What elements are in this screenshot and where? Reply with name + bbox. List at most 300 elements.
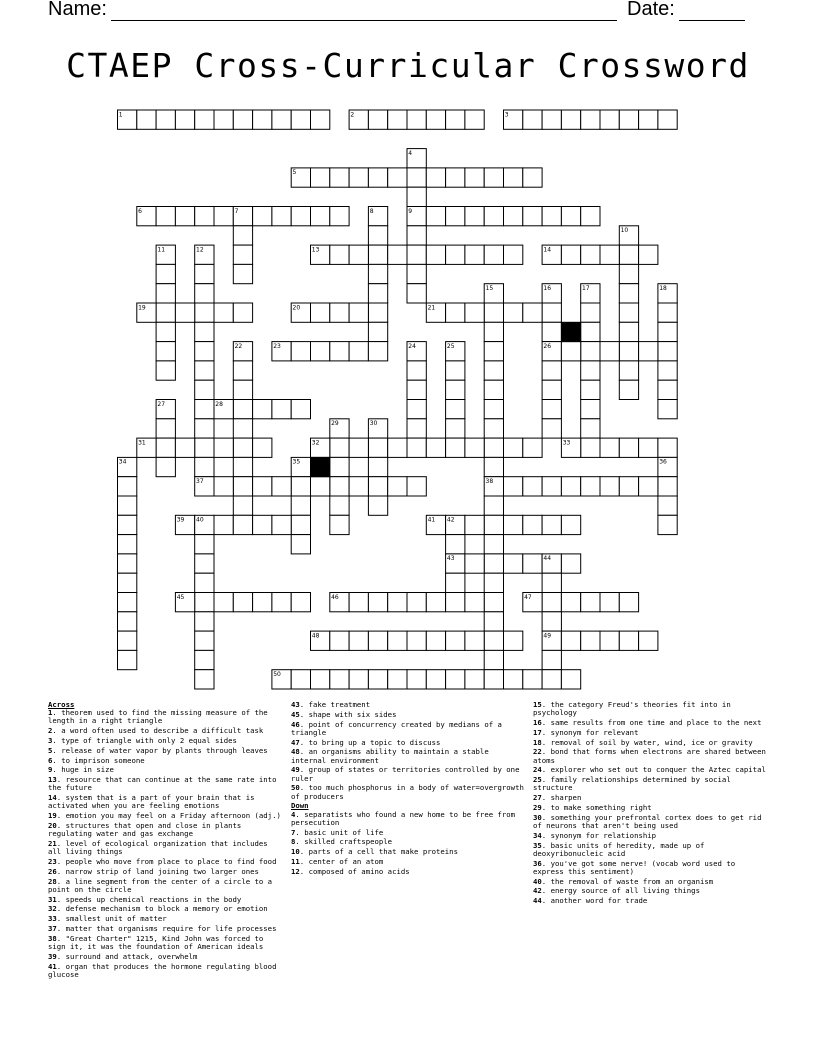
grid-cell[interactable] xyxy=(658,438,677,457)
grid-cell[interactable] xyxy=(446,593,465,612)
grid-cell[interactable] xyxy=(330,438,349,457)
grid-cell[interactable] xyxy=(175,438,194,457)
grid-cell[interactable] xyxy=(253,593,272,612)
grid-cell[interactable] xyxy=(465,207,484,226)
grid-cell[interactable] xyxy=(542,593,561,612)
grid-cell[interactable] xyxy=(446,110,465,129)
grid-cell[interactable] xyxy=(349,303,368,322)
grid-cell[interactable] xyxy=(658,400,677,419)
grid-cell[interactable] xyxy=(465,515,484,534)
grid-cell[interactable] xyxy=(484,573,503,592)
grid-cell[interactable] xyxy=(368,670,387,689)
grid-cell[interactable] xyxy=(388,168,407,187)
grid-cell[interactable] xyxy=(484,245,503,264)
grid-cell[interactable] xyxy=(156,110,175,129)
grid-cell[interactable] xyxy=(388,438,407,457)
grid-cell[interactable] xyxy=(349,342,368,361)
grid-cell[interactable] xyxy=(214,303,233,322)
grid-cell[interactable] xyxy=(195,593,214,612)
grid-cell[interactable] xyxy=(195,612,214,631)
grid-cell[interactable] xyxy=(311,168,330,187)
grid-cell[interactable] xyxy=(465,554,484,573)
grid-cell[interactable] xyxy=(407,380,426,399)
grid-cell[interactable] xyxy=(368,110,387,129)
grid-cell[interactable] xyxy=(504,168,523,187)
grid-cell[interactable] xyxy=(581,303,600,322)
grid-cell[interactable] xyxy=(542,207,561,226)
grid-cell[interactable] xyxy=(619,264,638,283)
grid-cell[interactable] xyxy=(195,284,214,303)
grid-cell[interactable] xyxy=(233,226,252,245)
grid-cell[interactable] xyxy=(658,361,677,380)
grid-cell[interactable] xyxy=(214,438,233,457)
grid-cell[interactable] xyxy=(542,650,561,669)
grid-cell[interactable] xyxy=(349,168,368,187)
grid-cell[interactable] xyxy=(368,342,387,361)
grid-cell[interactable] xyxy=(426,245,445,264)
grid-cell[interactable] xyxy=(272,400,291,419)
grid-cell[interactable] xyxy=(291,400,310,419)
grid-cell[interactable] xyxy=(581,110,600,129)
grid-cell[interactable] xyxy=(619,380,638,399)
grid-cell[interactable] xyxy=(407,187,426,206)
grid-cell[interactable] xyxy=(291,110,310,129)
grid-cell[interactable] xyxy=(581,400,600,419)
grid-cell[interactable] xyxy=(156,284,175,303)
grid-cell[interactable] xyxy=(446,438,465,457)
grid-cell[interactable] xyxy=(426,593,445,612)
grid-cell[interactable] xyxy=(658,303,677,322)
grid-cell[interactable] xyxy=(156,457,175,476)
grid-cell[interactable] xyxy=(426,631,445,650)
grid-cell[interactable] xyxy=(118,515,137,534)
grid-cell[interactable] xyxy=(330,303,349,322)
grid-cell[interactable] xyxy=(600,342,619,361)
grid-cell[interactable] xyxy=(523,303,542,322)
grid-cell[interactable] xyxy=(349,438,368,457)
grid-cell[interactable] xyxy=(465,168,484,187)
grid-cell[interactable] xyxy=(233,477,252,496)
grid-cell[interactable] xyxy=(484,380,503,399)
grid-cell[interactable] xyxy=(600,245,619,264)
grid-cell[interactable] xyxy=(523,207,542,226)
grid-cell[interactable] xyxy=(407,361,426,380)
grid-cell[interactable] xyxy=(504,631,523,650)
grid-cell[interactable] xyxy=(368,438,387,457)
grid-cell[interactable] xyxy=(195,631,214,650)
grid-cell[interactable] xyxy=(619,110,638,129)
grid-cell[interactable] xyxy=(195,264,214,283)
grid-cell[interactable] xyxy=(118,631,137,650)
grid-cell[interactable] xyxy=(465,110,484,129)
grid-cell[interactable] xyxy=(291,593,310,612)
grid-cell[interactable] xyxy=(542,380,561,399)
grid-cell[interactable] xyxy=(388,670,407,689)
grid-cell[interactable] xyxy=(581,593,600,612)
grid-cell[interactable] xyxy=(407,226,426,245)
grid-cell[interactable] xyxy=(388,477,407,496)
grid-cell[interactable] xyxy=(253,110,272,129)
grid-cell[interactable] xyxy=(504,207,523,226)
grid-cell[interactable] xyxy=(291,670,310,689)
grid-cell[interactable] xyxy=(388,245,407,264)
grid-cell[interactable] xyxy=(175,110,194,129)
grid-cell[interactable] xyxy=(542,573,561,592)
grid-cell[interactable] xyxy=(484,400,503,419)
grid-cell[interactable] xyxy=(233,515,252,534)
grid-cell[interactable] xyxy=(484,419,503,438)
grid-cell[interactable] xyxy=(619,438,638,457)
grid-cell[interactable] xyxy=(658,322,677,341)
grid-cell[interactable] xyxy=(407,400,426,419)
grid-cell[interactable] xyxy=(523,477,542,496)
grid-cell[interactable] xyxy=(195,361,214,380)
grid-cell[interactable] xyxy=(465,670,484,689)
grid-cell[interactable] xyxy=(368,168,387,187)
grid-cell[interactable] xyxy=(349,245,368,264)
grid-cell[interactable] xyxy=(581,438,600,457)
grid-cell[interactable] xyxy=(446,361,465,380)
grid-cell[interactable] xyxy=(253,438,272,457)
grid-cell[interactable] xyxy=(658,342,677,361)
grid-cell[interactable] xyxy=(368,496,387,515)
grid-cell[interactable] xyxy=(658,496,677,515)
grid-cell[interactable] xyxy=(272,207,291,226)
grid-cell[interactable] xyxy=(330,342,349,361)
grid-cell[interactable] xyxy=(233,303,252,322)
grid-cell[interactable] xyxy=(407,593,426,612)
grid-cell[interactable] xyxy=(446,168,465,187)
grid-cell[interactable] xyxy=(253,515,272,534)
grid-cell[interactable] xyxy=(484,670,503,689)
grid-cell[interactable] xyxy=(426,438,445,457)
grid-cell[interactable] xyxy=(484,650,503,669)
grid-cell[interactable] xyxy=(272,110,291,129)
grid-cell[interactable] xyxy=(504,515,523,534)
grid-cell[interactable] xyxy=(619,284,638,303)
grid-cell[interactable] xyxy=(581,342,600,361)
grid-cell[interactable] xyxy=(195,457,214,476)
grid-cell[interactable] xyxy=(484,593,503,612)
grid-cell[interactable] xyxy=(368,631,387,650)
grid-cell[interactable] xyxy=(311,670,330,689)
grid-cell[interactable] xyxy=(658,380,677,399)
grid-cell[interactable] xyxy=(581,361,600,380)
grid-cell[interactable] xyxy=(600,477,619,496)
grid-cell[interactable] xyxy=(446,303,465,322)
grid-cell[interactable] xyxy=(426,110,445,129)
grid-cell[interactable] xyxy=(407,110,426,129)
grid-cell[interactable] xyxy=(658,477,677,496)
grid-cell[interactable] xyxy=(581,419,600,438)
grid-cell[interactable] xyxy=(542,361,561,380)
grid-cell[interactable] xyxy=(639,342,658,361)
grid-cell[interactable] xyxy=(542,400,561,419)
grid-cell[interactable] xyxy=(156,438,175,457)
grid-cell[interactable] xyxy=(195,207,214,226)
grid-cell[interactable] xyxy=(407,419,426,438)
grid-cell[interactable] xyxy=(619,245,638,264)
grid-cell[interactable] xyxy=(446,573,465,592)
grid-cell[interactable] xyxy=(118,573,137,592)
grid-cell[interactable] xyxy=(291,207,310,226)
grid-cell[interactable] xyxy=(156,264,175,283)
grid-cell[interactable] xyxy=(291,342,310,361)
grid-cell[interactable] xyxy=(118,535,137,554)
grid-cell[interactable] xyxy=(368,284,387,303)
grid-cell[interactable] xyxy=(484,554,503,573)
grid-cell[interactable] xyxy=(407,245,426,264)
grid-cell[interactable] xyxy=(504,438,523,457)
grid-cell[interactable] xyxy=(542,303,561,322)
grid-cell[interactable] xyxy=(195,650,214,669)
grid-cell[interactable] xyxy=(561,593,580,612)
grid-cell[interactable] xyxy=(484,303,503,322)
grid-cell[interactable] xyxy=(561,207,580,226)
grid-cell[interactable] xyxy=(619,477,638,496)
grid-cell[interactable] xyxy=(484,535,503,554)
grid-cell[interactable] xyxy=(195,573,214,592)
grid-cell[interactable] xyxy=(195,419,214,438)
grid-cell[interactable] xyxy=(561,515,580,534)
grid-cell[interactable] xyxy=(426,207,445,226)
grid-cell[interactable] xyxy=(195,303,214,322)
grid-cell[interactable] xyxy=(311,303,330,322)
grid-cell[interactable] xyxy=(291,515,310,534)
grid-cell[interactable] xyxy=(330,168,349,187)
grid-cell[interactable] xyxy=(175,207,194,226)
grid-cell[interactable] xyxy=(465,593,484,612)
grid-cell[interactable] xyxy=(349,477,368,496)
grid-cell[interactable] xyxy=(118,496,137,515)
grid-cell[interactable] xyxy=(658,515,677,534)
grid-cell[interactable] xyxy=(156,419,175,438)
grid-cell[interactable] xyxy=(484,207,503,226)
grid-cell[interactable] xyxy=(561,110,580,129)
grid-cell[interactable] xyxy=(233,457,252,476)
grid-cell[interactable] xyxy=(542,515,561,534)
grid-cell[interactable] xyxy=(600,593,619,612)
grid-cell[interactable] xyxy=(581,207,600,226)
grid-cell[interactable] xyxy=(446,245,465,264)
grid-cell[interactable] xyxy=(484,322,503,341)
grid-cell[interactable] xyxy=(349,670,368,689)
grid-cell[interactable] xyxy=(330,515,349,534)
grid-cell[interactable] xyxy=(561,342,580,361)
grid-cell[interactable] xyxy=(542,322,561,341)
grid-cell[interactable] xyxy=(233,264,252,283)
grid-cell[interactable] xyxy=(504,477,523,496)
grid-cell[interactable] xyxy=(349,631,368,650)
grid-cell[interactable] xyxy=(639,110,658,129)
grid-cell[interactable] xyxy=(156,322,175,341)
grid-cell[interactable] xyxy=(523,554,542,573)
grid-cell[interactable] xyxy=(214,477,233,496)
grid-cell[interactable] xyxy=(118,650,137,669)
grid-cell[interactable] xyxy=(619,631,638,650)
grid-cell[interactable] xyxy=(214,515,233,534)
grid-cell[interactable] xyxy=(446,670,465,689)
grid-cell[interactable] xyxy=(484,457,503,476)
grid-cell[interactable] xyxy=(195,554,214,573)
grid-cell[interactable] xyxy=(118,612,137,631)
grid-cell[interactable] xyxy=(118,477,137,496)
grid-cell[interactable] xyxy=(504,303,523,322)
grid-cell[interactable] xyxy=(156,207,175,226)
grid-cell[interactable] xyxy=(253,400,272,419)
grid-cell[interactable] xyxy=(446,400,465,419)
grid-cell[interactable] xyxy=(407,168,426,187)
grid-cell[interactable] xyxy=(542,110,561,129)
grid-cell[interactable] xyxy=(523,670,542,689)
grid-cell[interactable] xyxy=(349,593,368,612)
grid-cell[interactable] xyxy=(561,554,580,573)
grid-cell[interactable] xyxy=(311,207,330,226)
grid-cell[interactable] xyxy=(484,342,503,361)
grid-cell[interactable] xyxy=(291,496,310,515)
grid-cell[interactable] xyxy=(658,110,677,129)
grid-cell[interactable] xyxy=(561,631,580,650)
grid-cell[interactable] xyxy=(639,631,658,650)
grid-cell[interactable] xyxy=(600,438,619,457)
grid-cell[interactable] xyxy=(330,631,349,650)
grid-cell[interactable] xyxy=(368,245,387,264)
grid-cell[interactable] xyxy=(619,342,638,361)
grid-cell[interactable] xyxy=(619,361,638,380)
grid-cell[interactable] xyxy=(581,322,600,341)
grid-cell[interactable] xyxy=(581,380,600,399)
grid-cell[interactable] xyxy=(272,515,291,534)
grid-cell[interactable] xyxy=(330,207,349,226)
grid-cell[interactable] xyxy=(407,670,426,689)
grid-cell[interactable] xyxy=(446,380,465,399)
grid-cell[interactable] xyxy=(561,477,580,496)
grid-cell[interactable] xyxy=(233,245,252,264)
grid-cell[interactable] xyxy=(330,457,349,476)
grid-cell[interactable] xyxy=(407,477,426,496)
grid-cell[interactable] xyxy=(311,477,330,496)
grid-cell[interactable] xyxy=(233,400,252,419)
grid-cell[interactable] xyxy=(446,535,465,554)
grid-cell[interactable] xyxy=(619,593,638,612)
grid-cell[interactable] xyxy=(504,554,523,573)
grid-cell[interactable] xyxy=(368,264,387,283)
grid-cell[interactable] xyxy=(484,168,503,187)
grid-cell[interactable] xyxy=(407,264,426,283)
grid-cell[interactable] xyxy=(175,303,194,322)
grid-cell[interactable] xyxy=(407,631,426,650)
grid-cell[interactable] xyxy=(195,670,214,689)
grid-cell[interactable] xyxy=(504,245,523,264)
grid-cell[interactable] xyxy=(233,380,252,399)
grid-cell[interactable] xyxy=(542,670,561,689)
grid-cell[interactable] xyxy=(619,303,638,322)
grid-cell[interactable] xyxy=(388,631,407,650)
grid-cell[interactable] xyxy=(446,631,465,650)
grid-cell[interactable] xyxy=(465,631,484,650)
grid-cell[interactable] xyxy=(156,303,175,322)
grid-cell[interactable] xyxy=(233,361,252,380)
grid-cell[interactable] xyxy=(195,110,214,129)
grid-cell[interactable] xyxy=(446,419,465,438)
grid-cell[interactable] xyxy=(446,207,465,226)
grid-cell[interactable] xyxy=(330,496,349,515)
grid-cell[interactable] xyxy=(291,535,310,554)
grid-cell[interactable] xyxy=(233,593,252,612)
grid-cell[interactable] xyxy=(561,670,580,689)
grid-cell[interactable] xyxy=(639,438,658,457)
grid-cell[interactable] xyxy=(426,168,445,187)
grid-cell[interactable] xyxy=(368,457,387,476)
grid-cell[interactable] xyxy=(233,110,252,129)
grid-cell[interactable] xyxy=(484,612,503,631)
grid-cell[interactable] xyxy=(137,110,156,129)
grid-cell[interactable] xyxy=(330,477,349,496)
grid-cell[interactable] xyxy=(426,670,445,689)
grid-cell[interactable] xyxy=(523,168,542,187)
grid-cell[interactable] xyxy=(465,303,484,322)
grid-cell[interactable] xyxy=(581,631,600,650)
grid-cell[interactable] xyxy=(368,322,387,341)
grid-cell[interactable] xyxy=(523,515,542,534)
grid-cell[interactable] xyxy=(581,477,600,496)
grid-cell[interactable] xyxy=(484,361,503,380)
grid-cell[interactable] xyxy=(233,438,252,457)
grid-cell[interactable] xyxy=(291,477,310,496)
grid-cell[interactable] xyxy=(118,593,137,612)
grid-cell[interactable] xyxy=(330,245,349,264)
grid-cell[interactable] xyxy=(195,342,214,361)
grid-cell[interactable] xyxy=(523,110,542,129)
grid-cell[interactable] xyxy=(407,284,426,303)
grid-cell[interactable] xyxy=(407,438,426,457)
grid-cell[interactable] xyxy=(272,593,291,612)
grid-cell[interactable] xyxy=(542,477,561,496)
grid-cell[interactable] xyxy=(465,245,484,264)
grid-cell[interactable] xyxy=(156,361,175,380)
grid-cell[interactable] xyxy=(542,419,561,438)
grid-cell[interactable] xyxy=(465,438,484,457)
grid-cell[interactable] xyxy=(233,419,252,438)
grid-cell[interactable] xyxy=(639,245,658,264)
grid-cell[interactable] xyxy=(195,438,214,457)
grid-cell[interactable] xyxy=(368,477,387,496)
grid-cell[interactable] xyxy=(388,110,407,129)
grid-cell[interactable] xyxy=(214,207,233,226)
grid-cell[interactable] xyxy=(195,400,214,419)
grid-cell[interactable] xyxy=(368,593,387,612)
grid-cell[interactable] xyxy=(156,342,175,361)
grid-cell[interactable] xyxy=(233,496,252,515)
grid-cell[interactable] xyxy=(561,245,580,264)
grid-cell[interactable] xyxy=(600,631,619,650)
grid-cell[interactable] xyxy=(368,226,387,245)
grid-cell[interactable] xyxy=(195,380,214,399)
grid-cell[interactable] xyxy=(253,207,272,226)
grid-cell[interactable] xyxy=(619,322,638,341)
grid-cell[interactable] xyxy=(484,631,503,650)
grid-cell[interactable] xyxy=(311,110,330,129)
grid-cell[interactable] xyxy=(330,670,349,689)
grid-cell[interactable] xyxy=(253,477,272,496)
grid-cell[interactable] xyxy=(639,477,658,496)
grid-cell[interactable] xyxy=(484,515,503,534)
grid-cell[interactable] xyxy=(523,438,542,457)
grid-cell[interactable] xyxy=(542,612,561,631)
grid-cell[interactable] xyxy=(214,593,233,612)
grid-cell[interactable] xyxy=(581,245,600,264)
grid-cell[interactable] xyxy=(388,593,407,612)
